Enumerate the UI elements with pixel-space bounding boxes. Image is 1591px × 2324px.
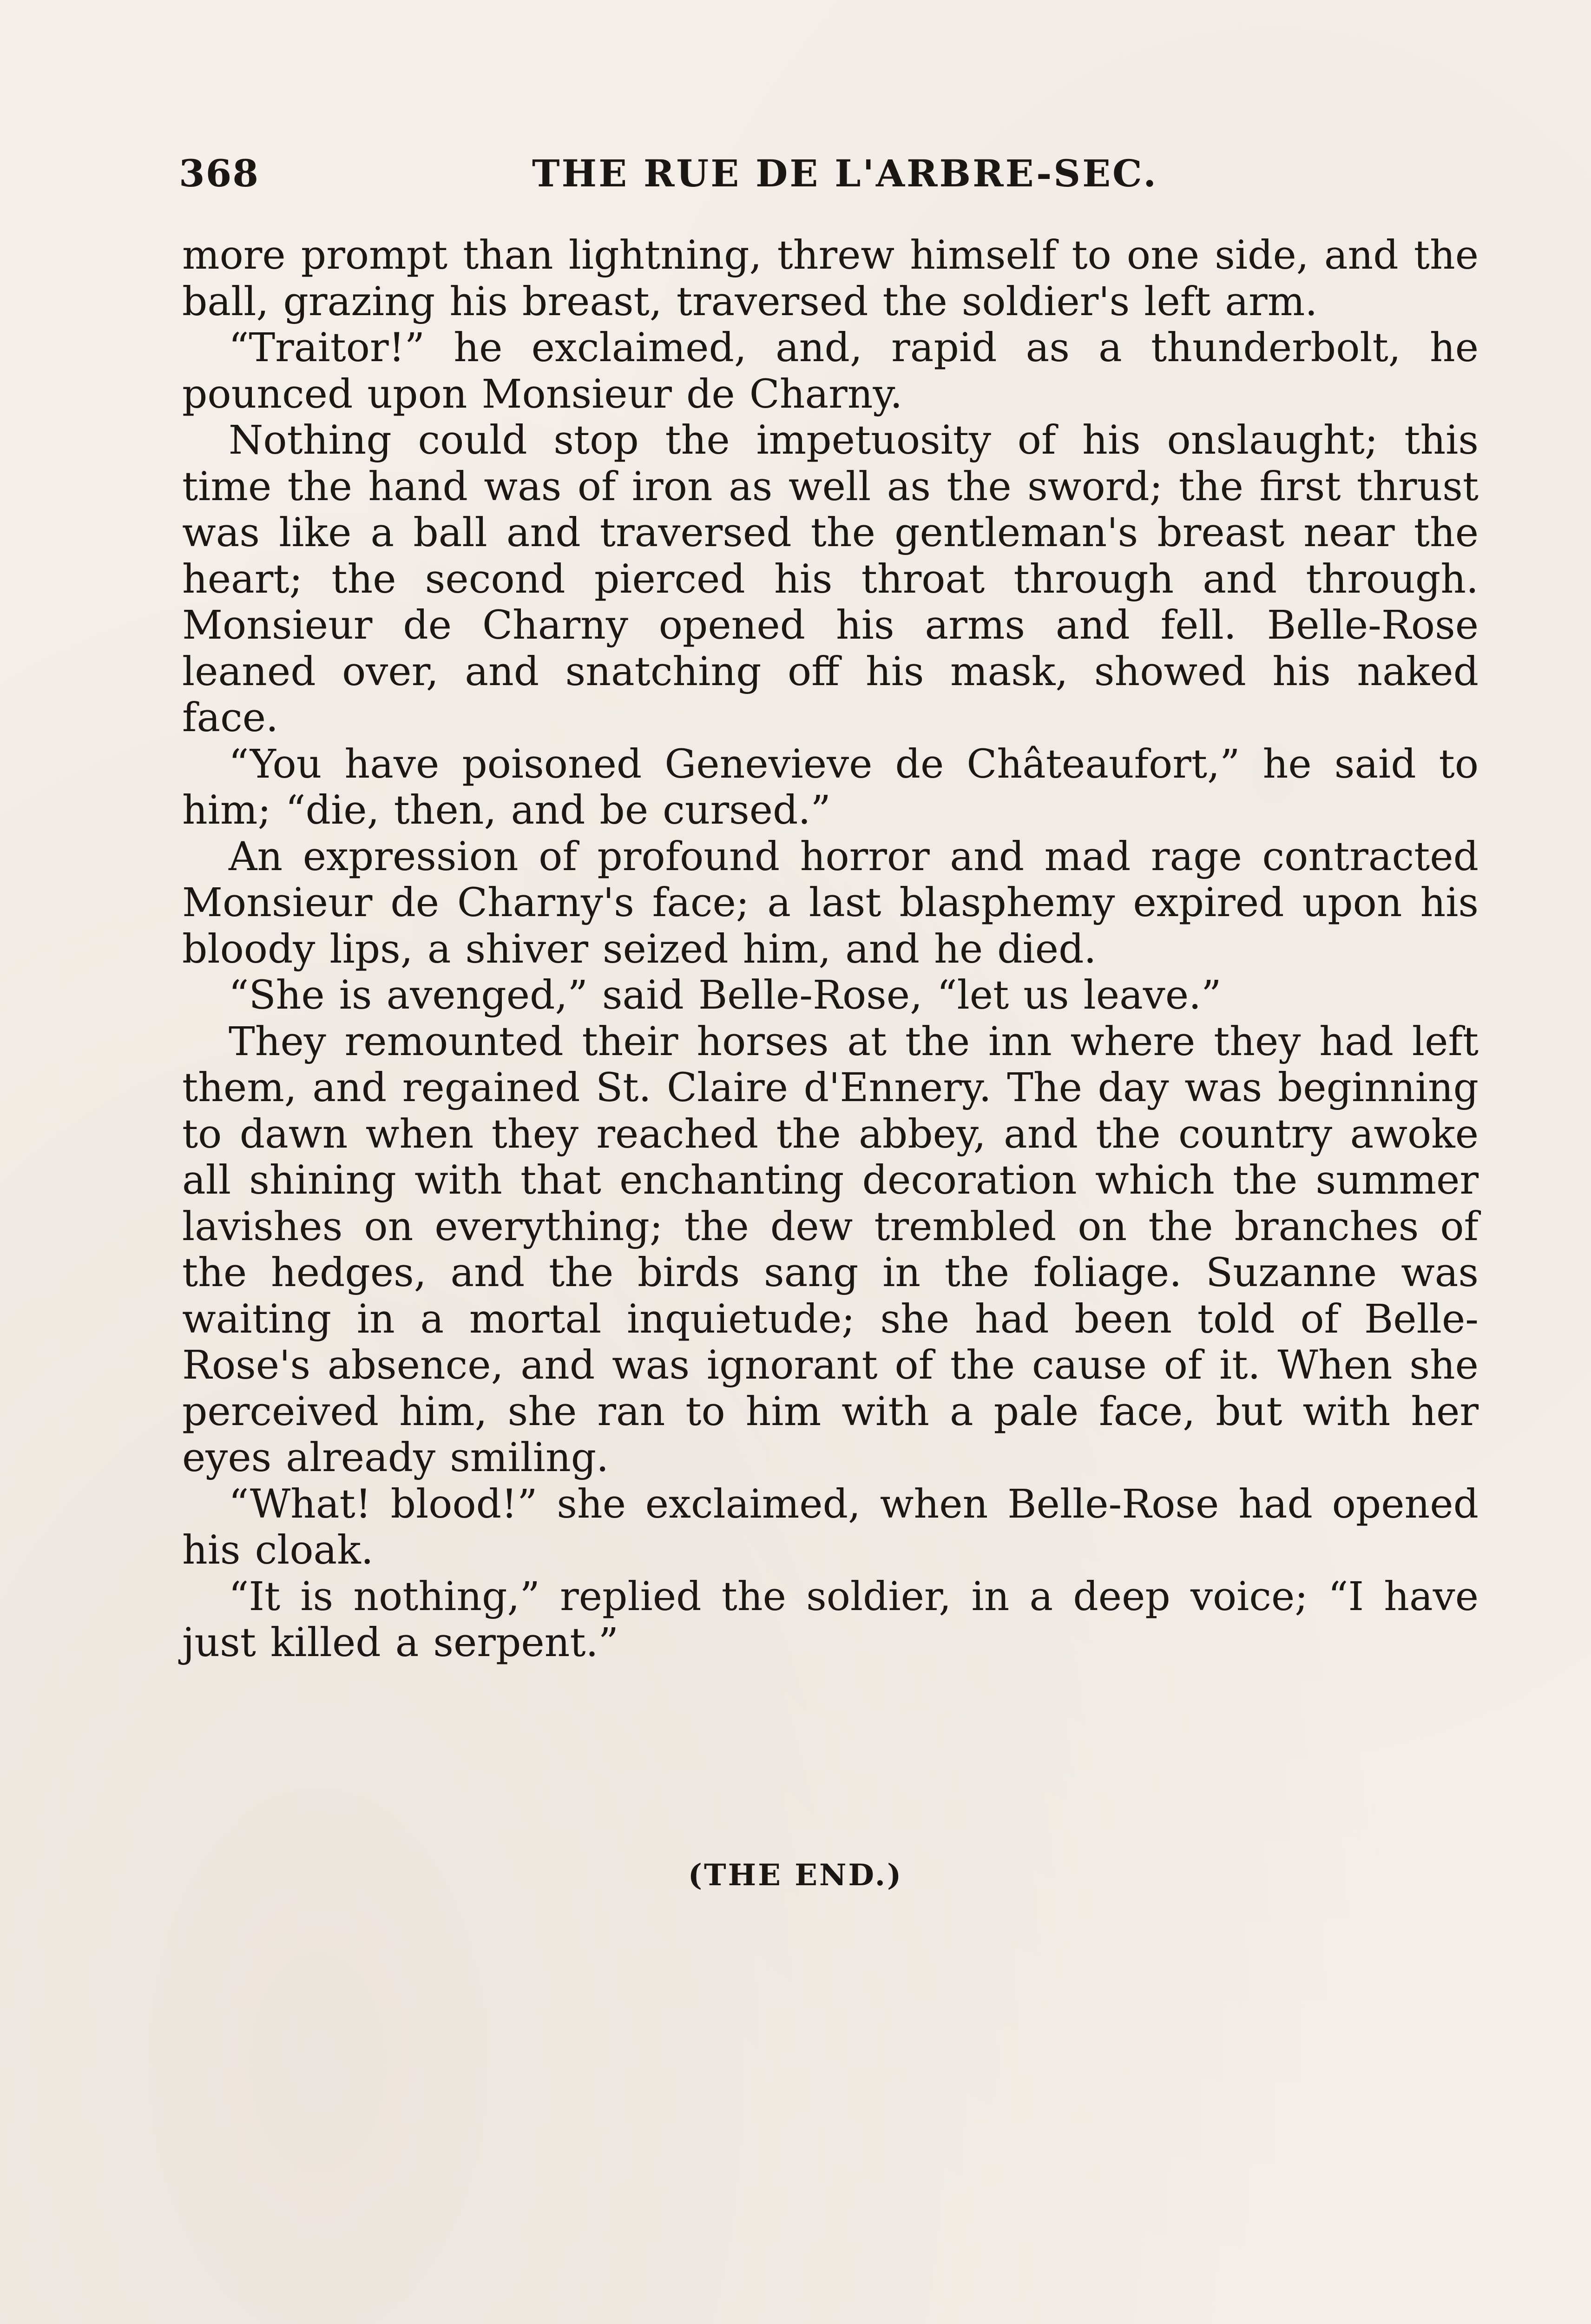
paragraph: “She is avenged,” said Belle-Rose, “let us leave.” <box>229 972 1222 1018</box>
paragraph: “It is nothing,” replied the soldier, in a deep voice; “I have just killed a serpent.” <box>182 1573 1479 1666</box>
paragraph: “Traitor!” he exclaimed, and, rapid as a thunderbolt, he pounced upon Monsieur de Charny. <box>182 325 1479 417</box>
page-number: 368 <box>179 152 259 195</box>
body-text <box>182 232 1479 1666</box>
paragraph: An expression of profound horror and mad rage contracted Monsieur de Charny's face; a last blasphemy expired upon his bloody lips, a shiver seized him, and he died. <box>182 833 1479 972</box>
paragraph: more prompt than lightning, threw himself to one side, and the ball, grazing his breast, traversed the soldier's left arm. <box>182 232 1479 325</box>
the-end-marker: (THE END.) <box>688 1858 903 1893</box>
running-header <box>179 148 1478 199</box>
running-title: THE RUE DE L'ARBRE-SEC. <box>532 152 1158 195</box>
paragraph: “What! blood!” she exclaimed, when Belle-Rose had opened his cloak. <box>182 1481 1479 1573</box>
paragraph: They remounted their horses at the inn where they had left them, and regained St. Claire d'Ennery. The day was beginning to dawn when they reached the abbey, and the country awoke all shining with that enchanting decoration which the summer lavishes on everything; the dew trembled on the branches of the hedges, and the birds sang in the foliage. Suzanne was waiting in a mortal inquietude; she had been told of Belle-Rose's absence, and was ignorant of the cause of it. When she perceived him, she ran to him with a pale face, but with her eyes already smiling. <box>182 1018 1479 1481</box>
paragraph: “You have poisoned Genevieve de Châteaufort,” he said to him; “die, then, and be cursed.” <box>182 741 1479 833</box>
paragraph: Nothing could stop the impetuosity of his onslaught; this time the hand was of iron as well as the sword; the first thrust was like a ball and traversed the gentleman's breast near the heart; the second pierced his throat through and through. Monsieur de Charny opened his arms and fell. Belle-Rose leaned over, and snatching off his mask, showed his naked face. <box>182 417 1479 741</box>
